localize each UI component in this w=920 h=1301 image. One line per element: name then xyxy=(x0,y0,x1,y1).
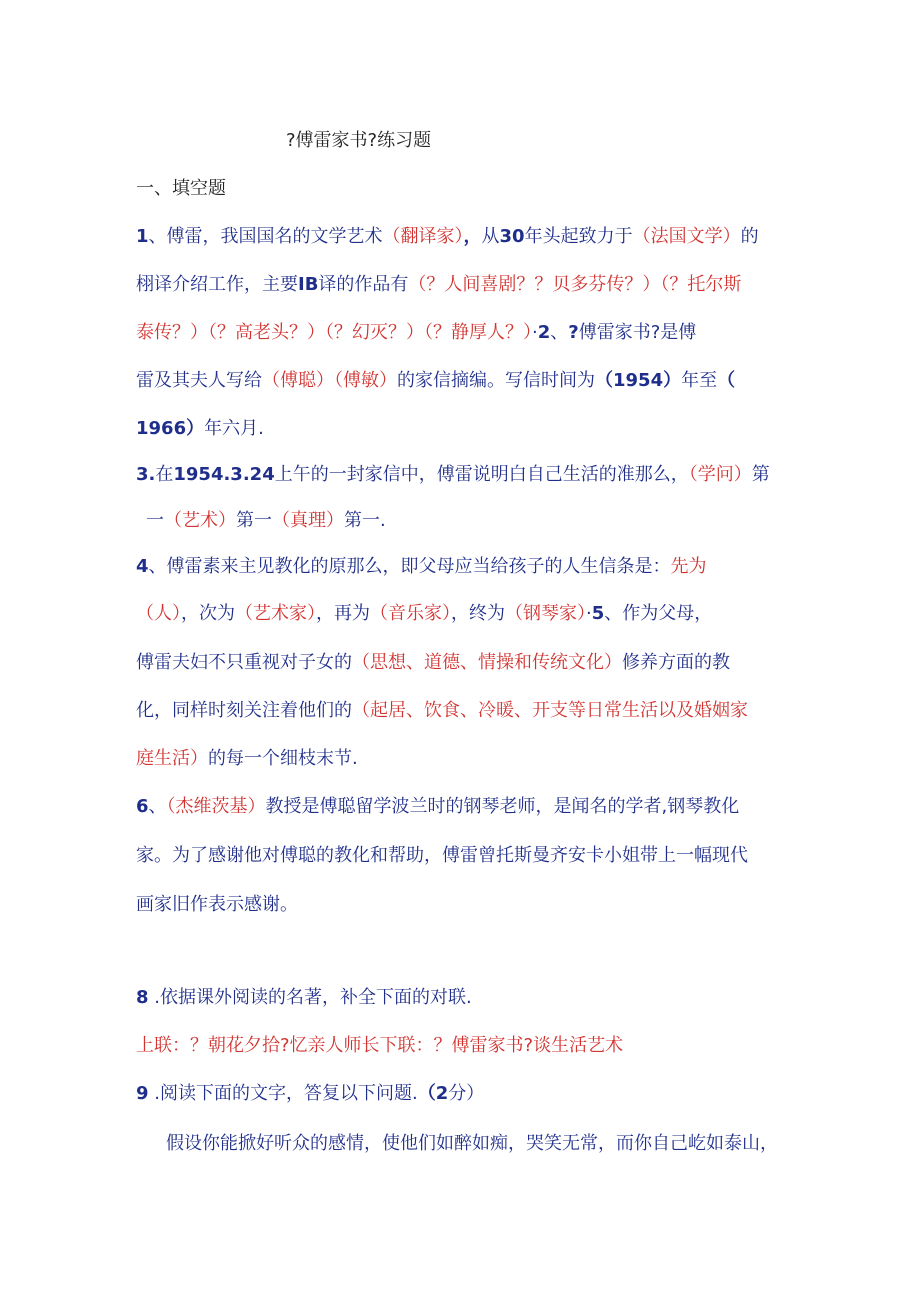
text-run: （？人间喜剧？？贝多芬传？）（？托尔斯 xyxy=(408,274,742,295)
text-run: 6 xyxy=(136,796,149,817)
text-run: 年头起致力于 xyxy=(524,226,633,247)
text-run: 9 xyxy=(136,1083,149,1104)
question-1-line-4 xyxy=(136,368,735,394)
text-run: （2 xyxy=(417,1083,449,1104)
text-run: 、作为父母， xyxy=(604,603,713,624)
text-run: 家。为了感谢他对傅聪的教化和帮助，傅雷曾托斯曼齐安卡小姐带上一幅现代 xyxy=(136,845,748,866)
text-run: 的家信摘编。写信时间为 xyxy=(397,370,595,391)
text-run: 一 xyxy=(146,510,164,531)
text-run: 、 xyxy=(550,322,569,343)
question-9-line-1 xyxy=(136,1081,484,1107)
question-8-couplet xyxy=(136,1033,623,1059)
text-run: 译的作品有 xyxy=(318,274,409,295)
text-run: ，终为 xyxy=(451,603,505,624)
question-4-line-3 xyxy=(136,650,730,676)
text-run: （音乐家） xyxy=(370,603,451,624)
question-4-line-4 xyxy=(136,698,748,724)
text-run: 庭生活） xyxy=(136,748,208,769)
text-run: ? xyxy=(568,322,579,343)
text-run: .阅读下面的文字，答复以下问题. xyxy=(148,1083,418,1104)
text-run: 4 xyxy=(136,556,149,577)
text-run: 在 xyxy=(155,464,174,485)
text-run: 泰传？）（？高老头？）（？幻灭？）（？静厚人？） xyxy=(136,322,532,343)
text-run: 修养方面的教 xyxy=(622,652,730,673)
text-run: 雷及其夫人写给 xyxy=(136,370,262,391)
text-run: （杰维茨基） xyxy=(166,796,266,817)
question-6-line-2 xyxy=(136,843,748,869)
text-run: ，次为 xyxy=(181,603,235,624)
question-8-line-1 xyxy=(136,985,472,1011)
question-6-line-3 xyxy=(136,892,298,918)
text-run: 1954.3.24 xyxy=(173,464,275,485)
question-6-line-1 xyxy=(136,794,739,820)
page-title: ?傅雷家书?练习题 xyxy=(286,130,432,151)
question-9-passage xyxy=(166,1131,778,1157)
question-1-line-3 xyxy=(136,320,696,346)
text-run: （法国文学） xyxy=(632,226,741,247)
text-run: （1954） xyxy=(595,370,682,391)
text-run: 上联：？朝花夕拾?忆亲人师长下联：？傅雷家书?谈生活艺术 xyxy=(136,1035,624,1056)
text-run: 、傅雷素来主见教化的原那么，即父母应当给孩子的人生信条是： xyxy=(148,556,671,577)
text-run: 1 xyxy=(136,226,149,247)
text-run: （傅聪）（傅敏） xyxy=(262,370,397,391)
text-run: · xyxy=(586,603,592,624)
question-1-line-1 xyxy=(136,224,759,250)
text-run: （学问） xyxy=(688,464,752,485)
question-4-line-5 xyxy=(136,746,358,772)
text-run: （艺术家） xyxy=(235,603,316,624)
text-run: 分） xyxy=(448,1083,485,1104)
text-run: 教授是傅聪留学波兰时的钢琴老师，是闻名的学者,钢琴教化 xyxy=(265,796,740,817)
text-run: （思想、道德、情操和传统文化） xyxy=(352,652,622,673)
text-run: 30 xyxy=(499,226,525,247)
question-1-line-2 xyxy=(136,272,741,298)
text-run: （艺术） xyxy=(164,510,236,531)
text-run: 、 xyxy=(148,796,167,817)
text-run: .依据课外阅读的名著，补全下面的对联. xyxy=(148,987,472,1008)
text-run: 傅雷家书?是傅 xyxy=(578,322,697,343)
question-4-line-1 xyxy=(136,554,707,580)
text-run: 先为 xyxy=(670,556,707,577)
text-run: · xyxy=(532,322,538,343)
question-3-line-1 xyxy=(136,462,770,488)
text-run: 第一 xyxy=(236,510,272,531)
text-run: 年至 xyxy=(681,370,718,391)
text-run: 从 xyxy=(481,226,500,247)
text-run: 、傅雷，我国国名的文学艺术 xyxy=(148,226,383,247)
text-run: ， xyxy=(463,226,482,247)
text-run: 2 xyxy=(537,322,551,343)
text-run: 3. xyxy=(136,464,156,485)
text-run: 上午的一封家信中，傅雷说明白自己生活的准那么， xyxy=(274,464,689,485)
text-run: 第 xyxy=(751,464,770,485)
text-run: 画家旧作表示感谢。 xyxy=(136,894,298,915)
text-run: （翻译家） xyxy=(382,226,464,247)
text-run: 假设你能掀好听众的感情，使他们如醉如痴，哭笑无常，而你自己屹如泰山， xyxy=(166,1133,778,1154)
question-1-line-5 xyxy=(136,416,264,442)
section-heading: 一、填空题 xyxy=(136,178,226,199)
text-run: 5 xyxy=(591,603,605,624)
text-run: （起居、饮食、冷暖、开支等日常生活以及婚姻家 xyxy=(352,700,748,721)
text-run: 的 xyxy=(740,226,759,247)
text-run: 化，同样时刻关注着他们的 xyxy=(136,700,352,721)
text-run: 的每一个细枝末节. xyxy=(208,748,358,769)
text-run: 8 xyxy=(136,987,149,1008)
text-run: 第一. xyxy=(344,510,386,531)
question-3-line-2 xyxy=(146,508,386,534)
text-run: （真理） xyxy=(272,510,344,531)
text-run: （人） xyxy=(136,603,181,624)
text-run: 栩译介绍工作，主要 xyxy=(136,274,298,295)
text-run: （ xyxy=(717,370,736,391)
text-run: 年六月. xyxy=(204,418,264,439)
text-run: 傅雷夫妇不只重视对子女的 xyxy=(136,652,352,673)
text-run: ，再为 xyxy=(316,603,370,624)
question-4-line-2 xyxy=(136,601,712,627)
text-run: 1966） xyxy=(136,418,205,439)
text-run: （钢琴家） xyxy=(505,603,586,624)
text-run: IB xyxy=(298,274,319,295)
